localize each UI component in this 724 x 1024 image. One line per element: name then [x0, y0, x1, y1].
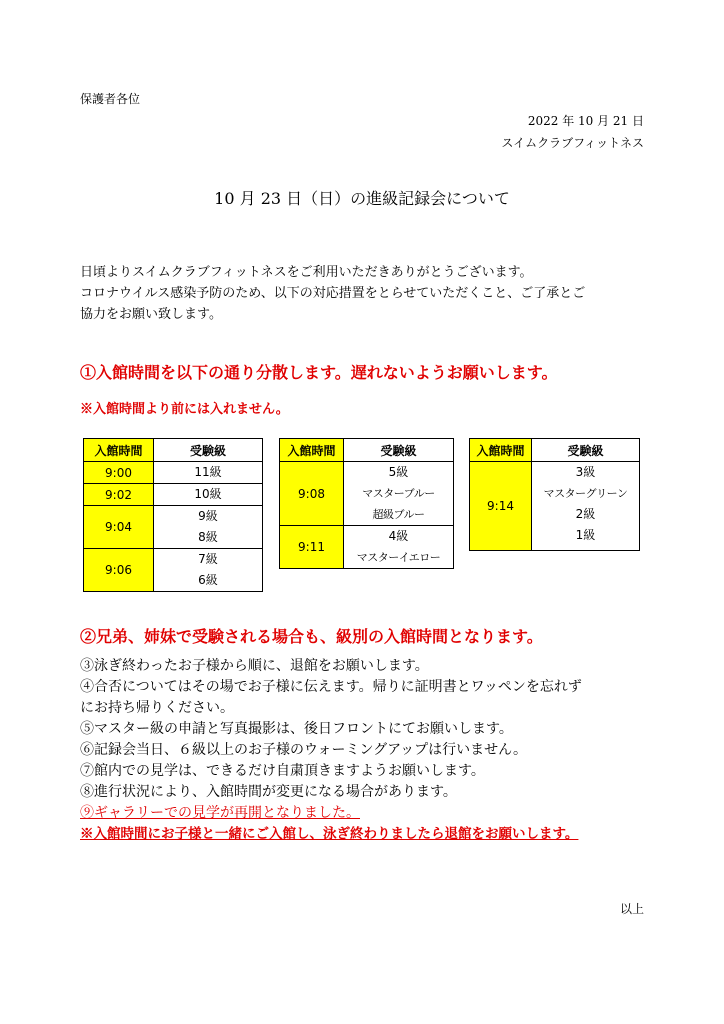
final-note: ※入館時間にお子様と一緒にご入館し、泳ぎ終わりましたら退館をお願いします。: [80, 826, 579, 842]
grade-cell: [532, 462, 640, 551]
header-time: 入館時間: [280, 439, 344, 462]
time-cell: 9:04: [84, 506, 154, 549]
time-cell: 9:00: [84, 462, 154, 484]
time-cell: 9:02: [84, 484, 154, 506]
schedule-table-2: [279, 438, 454, 569]
closing: 以上: [619, 902, 644, 916]
instructions-list: [80, 656, 660, 845]
list-item: ⑦館内での見学は、できるだけ自粛頂きますようお願いします。: [80, 763, 485, 779]
section1-heading: ①入館時間を以下の通り分散します。遅れないようお願いします。: [80, 363, 558, 382]
grade-label: 4級: [388, 529, 409, 543]
table-row: [84, 549, 263, 592]
intro-line: 協力をお願い致します。: [80, 307, 222, 322]
table-row: [280, 526, 454, 569]
list-item: ④合否についてはその場でお子様に伝えます。帰りに証明書とワッペンを忘れず: [80, 679, 582, 695]
table-row: [470, 462, 640, 551]
section1-note: ※入館時間より前には入れません。: [80, 402, 289, 417]
schedule-table-3: [469, 438, 640, 551]
intro-paragraph: [80, 262, 650, 325]
section2-heading: ②兄弟、姉妹で受験される場合も、級別の入館時間となります。: [80, 627, 543, 646]
grade-label: 11級: [194, 465, 222, 479]
grade-label: 超級ブルー: [372, 508, 425, 521]
header-grade: 受験級: [532, 439, 640, 462]
organization-name: スイムクラブフィットネス: [501, 136, 644, 150]
time-cell: 9:14: [470, 462, 532, 551]
grade-label: マスターグリーン: [543, 487, 628, 500]
table-row: [280, 462, 454, 526]
grade-cell: [154, 506, 263, 549]
grade-label: 6級: [198, 573, 218, 587]
grade-cell: [344, 526, 454, 569]
grade-label: マスターイエロー: [356, 551, 441, 564]
intro-line: コロナウイルス感染予防のため、以下の対応措置をとらせていただくこと、ご了承とご: [80, 286, 586, 301]
list-item: にお持ち帰りください。: [80, 700, 234, 716]
table-row: [84, 462, 263, 484]
header-grade: 受験級: [154, 439, 263, 462]
grade-label: 9級: [198, 509, 218, 523]
grade-label: 8級: [198, 530, 218, 544]
grade-cell: [154, 484, 263, 506]
grade-label: 1級: [575, 528, 596, 542]
list-item: ⑤マスター級の申請と写真撮影は、後日フロントにてお願いします。: [80, 721, 513, 737]
grade-label: マスターブルー: [362, 487, 435, 500]
grade-label: 3級: [575, 465, 596, 479]
header-time: 入館時間: [84, 439, 154, 462]
time-cell: 9:08: [280, 462, 344, 526]
list-item: ⑧進行状況により、入館時間が変更になる場合があります。: [80, 784, 457, 800]
grade-cell: [344, 462, 454, 526]
header-time: 入館時間: [470, 439, 532, 462]
header-grade: 受験級: [344, 439, 454, 462]
page-title: 10 月 23 日（日）の進級記録会について: [214, 189, 510, 208]
document-date: 2022 年 10 月 21 日: [527, 114, 644, 128]
grade-label: 7級: [198, 552, 218, 566]
grade-label: 10級: [194, 487, 222, 501]
grade-cell: [154, 462, 263, 484]
grade-label: 5級: [388, 465, 409, 479]
addressee: 保護者各位: [80, 92, 141, 106]
time-cell: 9:06: [84, 549, 154, 592]
schedule-table-1: [83, 438, 263, 592]
list-item: ⑥記録会当日、６級以上のお子様のウォーミングアップは行いません。: [80, 742, 528, 758]
grade-cell: [154, 549, 263, 592]
intro-line: 日頃よりスイムクラブフィットネスをご利用いただきありがとうございます。: [80, 265, 533, 280]
table-row: [84, 506, 263, 549]
time-cell: 9:11: [280, 526, 344, 569]
list-item-gallery: ⑨ギャラリーでの見学が再開となりました。: [80, 805, 360, 821]
grade-label: 2級: [575, 507, 596, 521]
list-item: ③泳ぎ終わったお子様から順に、退館をお願いします。: [80, 658, 429, 674]
table-row: [84, 484, 263, 506]
